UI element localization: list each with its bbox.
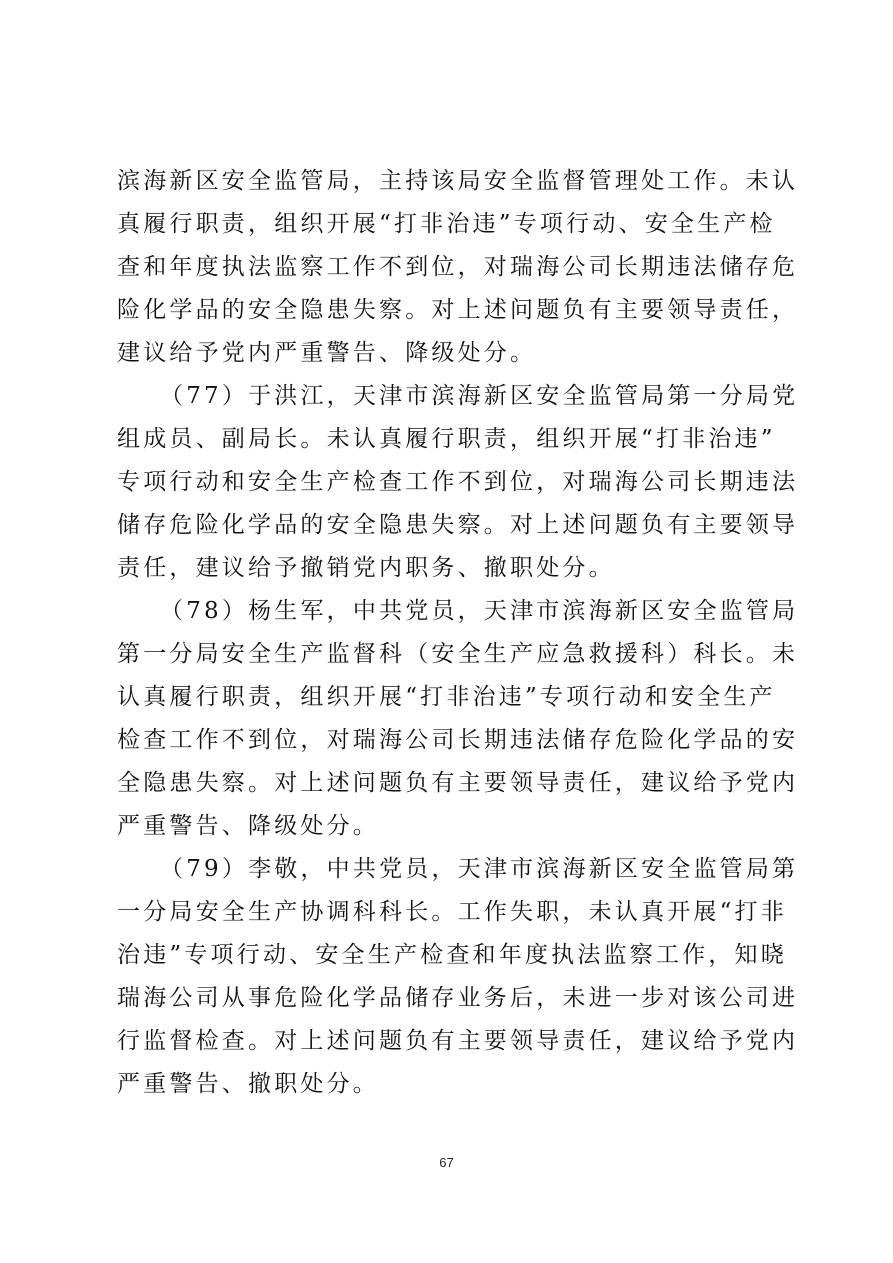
text-line: 滨海新区安全监管局，主持该局安全监督管理处工作。未认 [117,168,799,194]
text-line: 全隐患失察。对上述问题负有主要领导责任，建议给予党内 [117,770,799,796]
text-line: 险化学品的安全隐患失察。对上述问题负有主要领导责任， [117,297,799,323]
text-line: 治违”专项行动、安全生产检查和年度执法监察工作，知晓 [117,942,787,968]
page-number: 67 [439,1155,454,1170]
text-line: 严重警告、撤职处分。 [117,1071,379,1097]
text-line: 检查工作不到位，对瑞海公司长期违法储存危险化学品的安 [117,727,799,753]
paragraph-78-start: （78）杨生军，中共党员，天津市滨海新区安全监管局 [160,598,799,624]
text-line: 专项行动和安全生产检查工作不到位，对瑞海公司长期违法 [117,469,799,495]
text-line: 瑞海公司从事危险化学品储存业务后，未进一步对该公司进 [117,985,799,1011]
text-line: 储存危险化学品的安全隐患失察。对上述问题负有主要领导 [117,512,799,538]
text-line: 第一分局安全生产监督科（安全生产应急救援科）科长。未 [117,641,799,667]
text-line: 认真履行职责，组织开展“打非治违”专项行动和安全生产 [117,684,776,710]
text-line: 真履行职责，组织开展“打非治违”专项行动、安全生产检 [117,211,776,237]
text-line: 行监督检查。对上述问题负有主要领导责任，建议给予党内 [117,1028,799,1054]
text-line: 组成员、副局长。未认真履行职责，组织开展“打非治违” [117,426,776,452]
paragraph-77-start: （77）于洪江，天津市滨海新区安全监管局第一分局党 [160,383,799,409]
text-line: 查和年度执法监察工作不到位，对瑞海公司长期违法储存危 [117,254,799,280]
text-line: 责任，建议给予撤销党内职务、撤职处分。 [117,555,615,581]
text-line: 一分局安全生产协调科科长。工作失职，未认真开展“打非 [117,899,787,925]
paragraph-79-start: （79）李敬，中共党员，天津市滨海新区安全监管局第 [160,856,799,882]
text-line: 严重警告、降级处分。 [117,813,379,839]
text-line: 建议给予党内严重警告、降级处分。 [117,340,537,366]
